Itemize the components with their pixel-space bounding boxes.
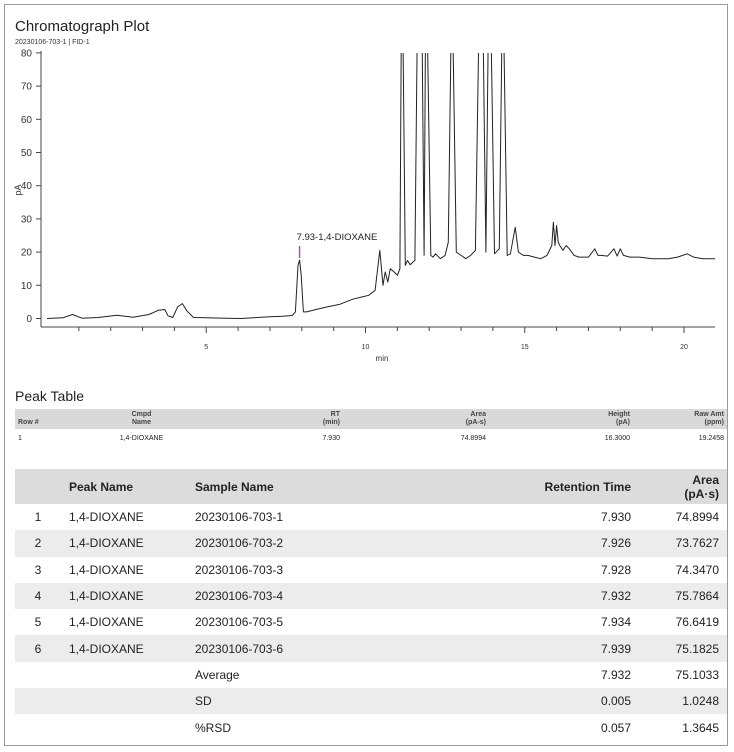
y-tick-label: 40: [20, 181, 32, 193]
cell-row-index: 4: [15, 583, 61, 609]
cell-area: 75.1825: [639, 635, 727, 661]
cell-row-index: 6: [15, 635, 61, 661]
y-tick-label: 60: [20, 114, 32, 126]
cell-peak-name: 1,4-DIOXANE: [61, 635, 187, 661]
signal-trace-0: [47, 46, 716, 318]
stats-col-index: [15, 469, 61, 504]
cell-retention-time: 0.005: [403, 688, 639, 714]
cell-sample-name: SD: [187, 688, 403, 714]
cell-retention-time: 7.930: [600, 510, 631, 525]
stats-table-row: [15, 504, 727, 530]
cell-row-index: [15, 688, 61, 714]
stats-table-row: [15, 583, 727, 609]
peak-col-rt: RT (min): [202, 409, 343, 429]
annotation-label: 7.93-1,4-DIOXANE: [296, 232, 378, 244]
cell-row-index: 2: [15, 530, 61, 556]
cell-area: 73.7627: [639, 530, 727, 556]
stats-table-row: [15, 662, 727, 688]
cell-peak-name: 1,4-DIOXANE: [69, 615, 144, 630]
cell-peak-name: 1,4-DIOXANE: [69, 562, 144, 577]
cell: 1: [18, 435, 22, 442]
y-tick-label: 50: [20, 148, 32, 159]
peak-col-cmpd-name: Cmpd Name: [81, 409, 202, 429]
cell-row-index: 5: [34, 615, 42, 630]
stats-table-row: [15, 530, 727, 556]
cell-area: 75.1033: [675, 667, 719, 682]
chromatogram-chart: [5, 5, 729, 385]
y-tick-label: 0: [26, 314, 32, 325]
x-tick-label: 15: [520, 344, 529, 351]
stats-table-header-row: [15, 469, 727, 504]
stats-col-area: Area (pA·s): [639, 469, 727, 504]
peak-col-raw-amt: Raw Amt (ppm): [633, 409, 727, 429]
cell-area: 76.6419: [675, 615, 719, 630]
cell-peak-name: 1,4-DIOXANE: [61, 530, 187, 556]
cell-row-index: [15, 662, 61, 688]
cell: 1,4-DIOXANE: [119, 435, 164, 442]
cell-retention-time: 7.932: [403, 583, 639, 609]
plot-title: Chromatograph Plot: [15, 18, 150, 35]
stats-table-row: [15, 714, 727, 740]
cell-area: 1.0248: [639, 688, 727, 714]
cell-retention-time: 7.939: [403, 635, 639, 661]
y-tick-label: 30: [20, 214, 32, 226]
cell-area: 74.8994: [675, 510, 719, 525]
cell-peak-name: 1,4-DIOXANE: [69, 510, 144, 525]
cell-sample-name: %RSD: [195, 720, 232, 735]
stats-table: [15, 469, 727, 741]
cell-sample-name: Average: [195, 667, 240, 682]
x-tick-label: 5: [204, 344, 209, 351]
cell-peak-name: [61, 714, 187, 740]
cell: 19.2458: [698, 435, 724, 442]
cell-area: 74.3470: [675, 562, 719, 577]
x-tick-label: 20: [680, 344, 688, 351]
cell: 74.8994: [460, 435, 486, 442]
cell-area: 1.3645: [682, 720, 719, 735]
cell-peak-name: [61, 662, 187, 688]
cell-area: 75.7864: [639, 583, 727, 609]
peak-col-height: Height (pA): [489, 409, 633, 429]
cell-sample-name: 20230106-703-5: [195, 615, 284, 630]
peak-col-row-num: Row #: [15, 409, 81, 429]
stats-col-sample-name: Sample Name: [187, 469, 403, 504]
x-tick-label: 10: [361, 344, 370, 351]
cell-retention-time: 0.057: [600, 720, 631, 735]
peak-table-row: [15, 429, 727, 445]
cell-row-index: [15, 714, 61, 740]
y-tick-label: 10: [20, 280, 32, 292]
stats-table-row: [15, 635, 727, 661]
cell-sample-name: 20230106-703-2: [187, 530, 403, 556]
cell-sample-name: 20230106-703-1: [195, 510, 284, 525]
cell: 7.930: [322, 435, 340, 442]
y-axis-label: pA: [13, 184, 23, 196]
cell-peak-name: [61, 688, 187, 714]
cell-retention-time: 7.932: [600, 667, 631, 682]
cell-row-index: 3: [34, 562, 42, 577]
cell-sample-name: 20230106-703-4: [187, 583, 403, 609]
cell-retention-time: 7.928: [600, 562, 631, 577]
plot-subtitle: 20230106-703-1 | FID-1: [15, 39, 90, 46]
cell-sample-name: 20230106-703-6: [187, 635, 403, 661]
cell: 16.3000: [604, 435, 630, 442]
stats-col-peak-name: Peak Name: [61, 469, 187, 504]
cell-row-index: 1: [34, 510, 42, 525]
y-tick-label: 20: [20, 247, 32, 259]
cell-peak-name: 1,4-DIOXANE: [61, 583, 187, 609]
report-frame: [4, 4, 728, 746]
y-tick-label: 70: [20, 81, 32, 93]
peak-col-area: Area (pA-s): [343, 409, 489, 429]
peak-table-title: Peak Table: [15, 388, 85, 404]
stats-table-row: [15, 557, 727, 583]
y-tick-label: 80: [20, 48, 32, 60]
peak-table: [15, 409, 727, 445]
peak-table-header-row: [15, 409, 727, 429]
stats-col-retention-time: Retention Time: [403, 469, 639, 504]
cell-retention-time: 7.926: [403, 530, 639, 556]
cell-retention-time: 7.934: [600, 615, 631, 630]
cell-sample-name: 20230106-703-3: [195, 562, 284, 577]
x-axis-label: min: [375, 354, 389, 363]
stats-table-row: [15, 688, 727, 714]
stats-table-row: [15, 609, 727, 635]
